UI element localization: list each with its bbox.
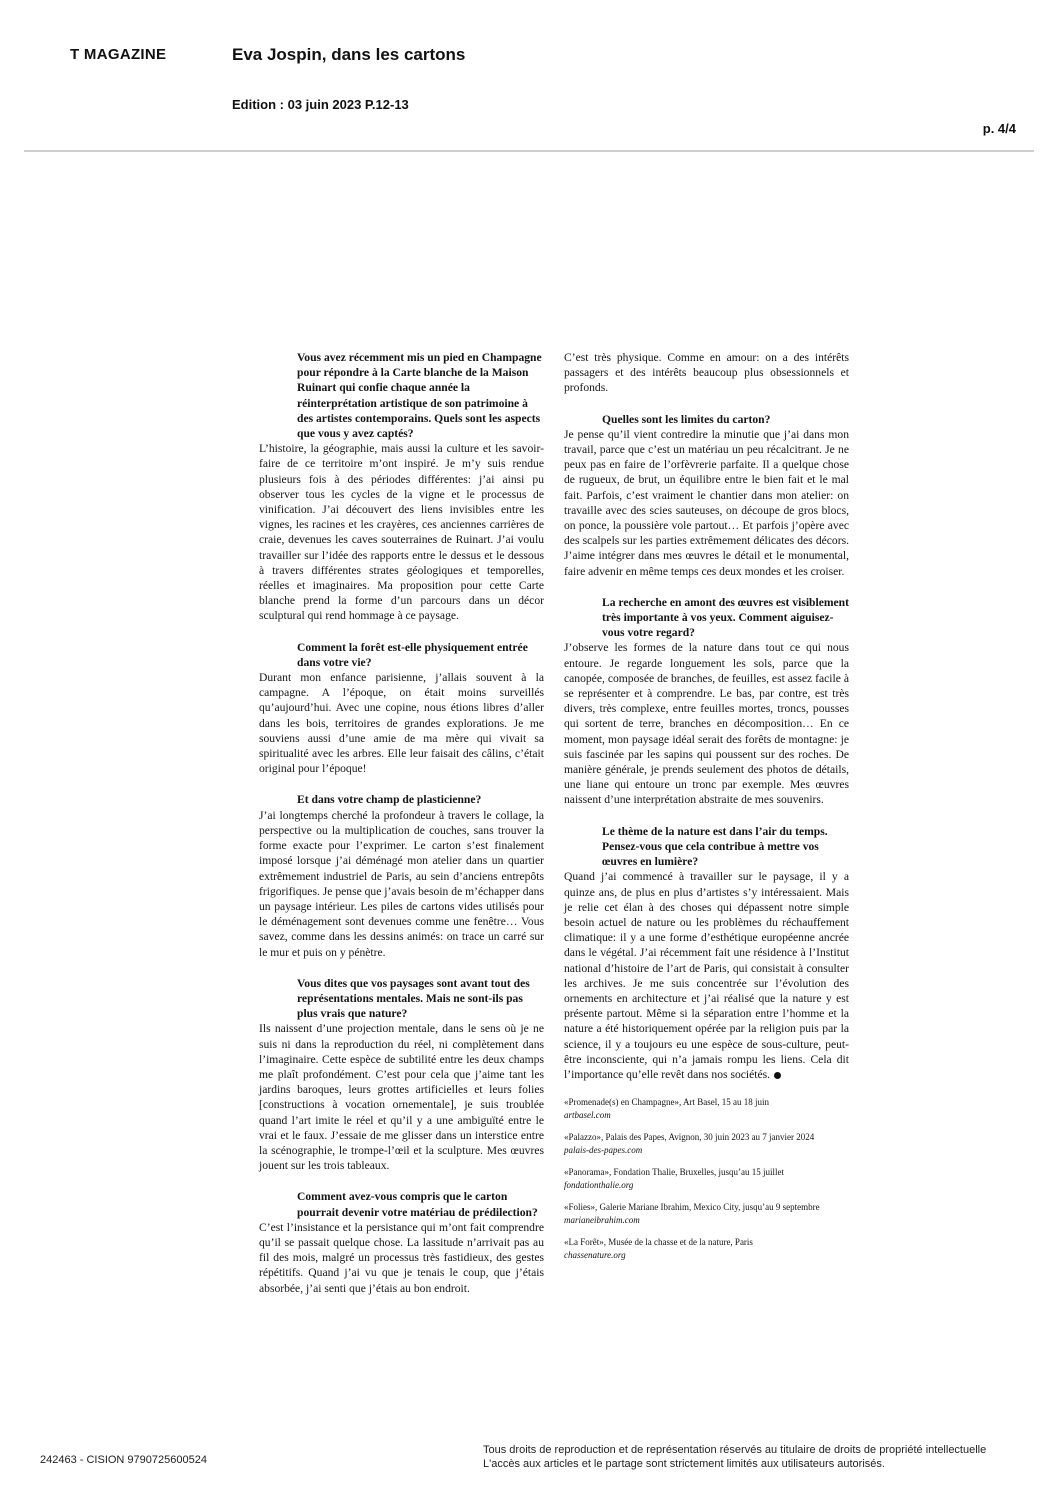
reference-item xyxy=(564,1236,849,1262)
reference-item xyxy=(564,1201,849,1227)
reference-link[interactable]: fondationthalie.org xyxy=(564,1180,634,1191)
answer: L’histoire, la géographie, mais aussi la culture et les savoir-faire de ce territoire m’ont inspiré. Je m’y suis rendue plusieurs fois à des périodes différentes: j’ai ainsi pu observer tous les cycles de la vigne et le processus de vinification. J’ai découvert des liens invisibles entre les vignes, les racines et les crayères, ces anciennes carrières de craie, devenues les caves souterraines de Ruinart. J’ai voulu travailler sur l’idée des rapports entre le dessus et le dessous à travers différentes strates géologiques et temporelles, réelles et imaginaires. Ma proposition pour cette Carte blanche prend la forme d’un parcours dans un décor sculptural qui rend hommage à ce paysage. xyxy=(259,442,544,623)
answer: Durant mon enfance parisienne, j’allais souvent à la campagne. A l’époque, on était moins surveillés qu’aujourd’hui. Avec une copine, nous étions libres d’aller dans les bois, territoires de grandes explorations. Je me souviens aussi d’une amie de ma mère qui vivait sa spiritualité avec les arbres. Elle leur faisait des câlins, c’était original pour l’époque! xyxy=(259,671,544,776)
answer: C’est l’insistance et la persistance qui m’ont fait comprendre qu’il se passait quelque chose. La lassitude n’arrivait pas au fil des mois, malgré un processus très fastidieux, des gestes répétitifs. Quand j’ai vu que je tenais le coup, que j’étais absorbée, j’ai senti que j’étais au bon endroit. xyxy=(259,1220,544,1295)
reference-text: «La Forêt», Musée de la chasse et de la nature, Paris xyxy=(564,1237,753,1248)
reference-item xyxy=(564,1096,849,1122)
reference-text: «Folies», Galerie Mariane Ibrahim, Mexico City, jusqu’au 9 septembre xyxy=(564,1202,820,1213)
reference-item xyxy=(564,1166,849,1192)
reference-link[interactable]: marianeibrahim.com xyxy=(564,1215,640,1226)
question: Et dans votre champ de plasticienne? xyxy=(297,793,482,807)
exhibition-references xyxy=(564,1096,849,1262)
header-divider xyxy=(24,150,1034,152)
reference-link[interactable]: palais-des-papes.com xyxy=(564,1145,643,1156)
question: Vous dites que vos paysages sont avant tout des représentations mentales. Mais ne sont-ils pas plus vrais que nature? xyxy=(297,976,530,1021)
reference-text: «Palazzo», Palais des Papes, Avignon, 30 juin 2023 au 7 janvier 2024 xyxy=(564,1132,815,1143)
final-answer xyxy=(564,869,849,1082)
question: Le thème de la nature est dans l’air du temps. Pensez-vous que cela contribue à mettre vos œuvres en lumière? xyxy=(602,824,828,869)
publication-name: T MAGAZINE xyxy=(70,46,167,63)
edition-line: Edition : 03 juin 2023 P.12-13 xyxy=(232,97,409,112)
answer-text: Quand j’ai commencé à travailler sur le paysage, il y a quinze ans, de plus en plus d’artistes s’y intéressaient. Mais je relie cet élan à des choses qui dépassent notre simple besoin actuel de nature ou les problèmes du réchauffement climatique: il y a une forme d’esthétique européenne ancrée dans le végétal. J’ai récemment fait une résidence à l’Institut national d’histoire de l’art de Paris, qui consistait à consulter les archives. Je me suis concentrée sur l’évolution des ornements en architecture et j’ai réalisé que la nature y est présente partout. Même si la séparation entre l’homme et la nature a été historiquement opérée par la religion puis par la science, il y a toujours eu une espèce de sous-culture, peut-être inconsciente, qui n’a jamais rompu les liens. Cela dit l’importance qu’elle revêt dans nos sociétés. xyxy=(564,870,849,1081)
access-line: L'accès aux articles et le partage sont strictement limités aux utilisateurs autorisés. xyxy=(483,1458,885,1470)
answer-continued: C’est très physique. Comme en amour: on a des intérêts passagers et des intérêts beaucoup plus obsessionnels et profonds. xyxy=(564,351,849,395)
answer: J’observe les formes de la nature dans tout ce qui nous entoure. Je regarde longuement les sols, parce que la canopée, composée de branches, de feuilles, est assez facile à se représenter et à comprendre. Le bas, par contre, est très divers, très complexe, entre feuilles mortes, troncs, pousses qui sortent de terre, branches en décomposition… En ce moment, mon paysage idéal serait des forêts de montagne: je suis fascinée par les sapins qui poussent sur des roches. De manière générale, je prends seulement des photos de détails, une liane qui entoure un tronc par exemple. Mes œuvres naissent d’une interprétation abstraite de mes souvenirs. xyxy=(564,641,849,807)
reference-item xyxy=(564,1131,849,1157)
question: Comment la forêt est-elle physiquement entrée dans votre vie? xyxy=(297,640,528,669)
page-number: p. 4/4 xyxy=(982,121,1016,136)
end-mark-icon xyxy=(774,1072,781,1079)
question: Comment avez-vous compris que le carton pourrait devenir votre matériau de prédilection? xyxy=(297,1190,538,1219)
question: Vous avez récemment mis un pied en Champagne pour répondre à la Carte blanche de la Maison Ruinart qui confie chaque année la réinterprétation artistique de son patrimoine à des artistes contemporains. Quels sont les aspects que vous y avez captés? xyxy=(297,351,542,441)
article-column-right xyxy=(564,350,849,1271)
reference-text: «Promenade(s) en Champagne», Art Basel, 15 au 18 juin xyxy=(564,1097,769,1108)
answer: Je pense qu’il vient contredire la minutie que j’ai dans mon travail, parce que c’est un matériau un peu récalcitrant. Je ne peux pas en faire de l’orfèvrerie parfaite. Il a quelque chose de rugueux, de brut, un équilibre entre le bien fait et le mal fait. Parfois, c’est vraiment le chantier dans mon atelier: on travaille avec des scies sauteuses, on découpe de gros blocs, on ponce, la poussière vole partout… Et parfois j’opère avec des scalpels sur les parties extrêmement délicates des décors. J’aime intégrer dans mes œuvres le détail et le monumental, faire advenir en même temps ces deux mondes et les croiser. xyxy=(564,427,849,578)
rights-notice xyxy=(483,1443,986,1471)
answer: Ils naissent d’une projection mentale, dans le sens où je ne suis ni dans la reproduction du réel, ni complètement dans l’imaginaire. Cette espèce de subtilité entre les deux champs me plaît profondément. C’est pour cela que j’aime tant les jardins baroques, leurs grottes artificielles et leurs folies [constructions à vocation ornementale], je suis troublée quand l’art imite le réel et qu’il y a une ambiguïté entre le vrai et le faux. J’essaie de me glisser dans un interstice entre la scénographie, le trompe-l’œil et la sculpture. Mes œuvres jouent sur les trois tableaux. xyxy=(259,1022,544,1173)
question: Quelles sont les limites du carton? xyxy=(602,412,771,426)
reference-link[interactable]: artbasel.com xyxy=(564,1110,611,1121)
document-id: 242463 - CISION 9790725600524 xyxy=(40,1454,207,1466)
article-column-left xyxy=(259,350,544,1312)
answer: J’ai longtemps cherché la profondeur à travers le collage, la perspective ou la multiplication de couches, sans trouver la forme exacte pour l’exprimer. Le carton s’est finalement imposé lorsque j’ai déménagé mon atelier dans un quartier extrêmement industriel de Paris, au sein d’anciens entrepôts frigorifiques. Je pense que j’avais besoin de m’échapper dans un paysage intérieur. Les piles de cartons vides utilisés pour le déménagement sont devenues comme une fenêtre… Vous savez, comme dans les dessins animés: on trace un carré sur le mur et puis on y pénètre. xyxy=(259,808,544,959)
reference-link[interactable]: chassenature.org xyxy=(564,1250,626,1261)
reference-text: «Panorama», Fondation Thalie, Bruxelles, jusqu’au 15 juillet xyxy=(564,1167,785,1178)
question: La recherche en amont des œuvres est visiblement très importante à vos yeux. Comment aiguisez-vous votre regard? xyxy=(602,595,849,640)
article-title: Eva Jospin, dans les cartons xyxy=(232,45,466,64)
rights-line: Tous droits de reproduction et de représentation réservés au titulaire de droits de propriété intellectuelle xyxy=(483,1444,987,1456)
